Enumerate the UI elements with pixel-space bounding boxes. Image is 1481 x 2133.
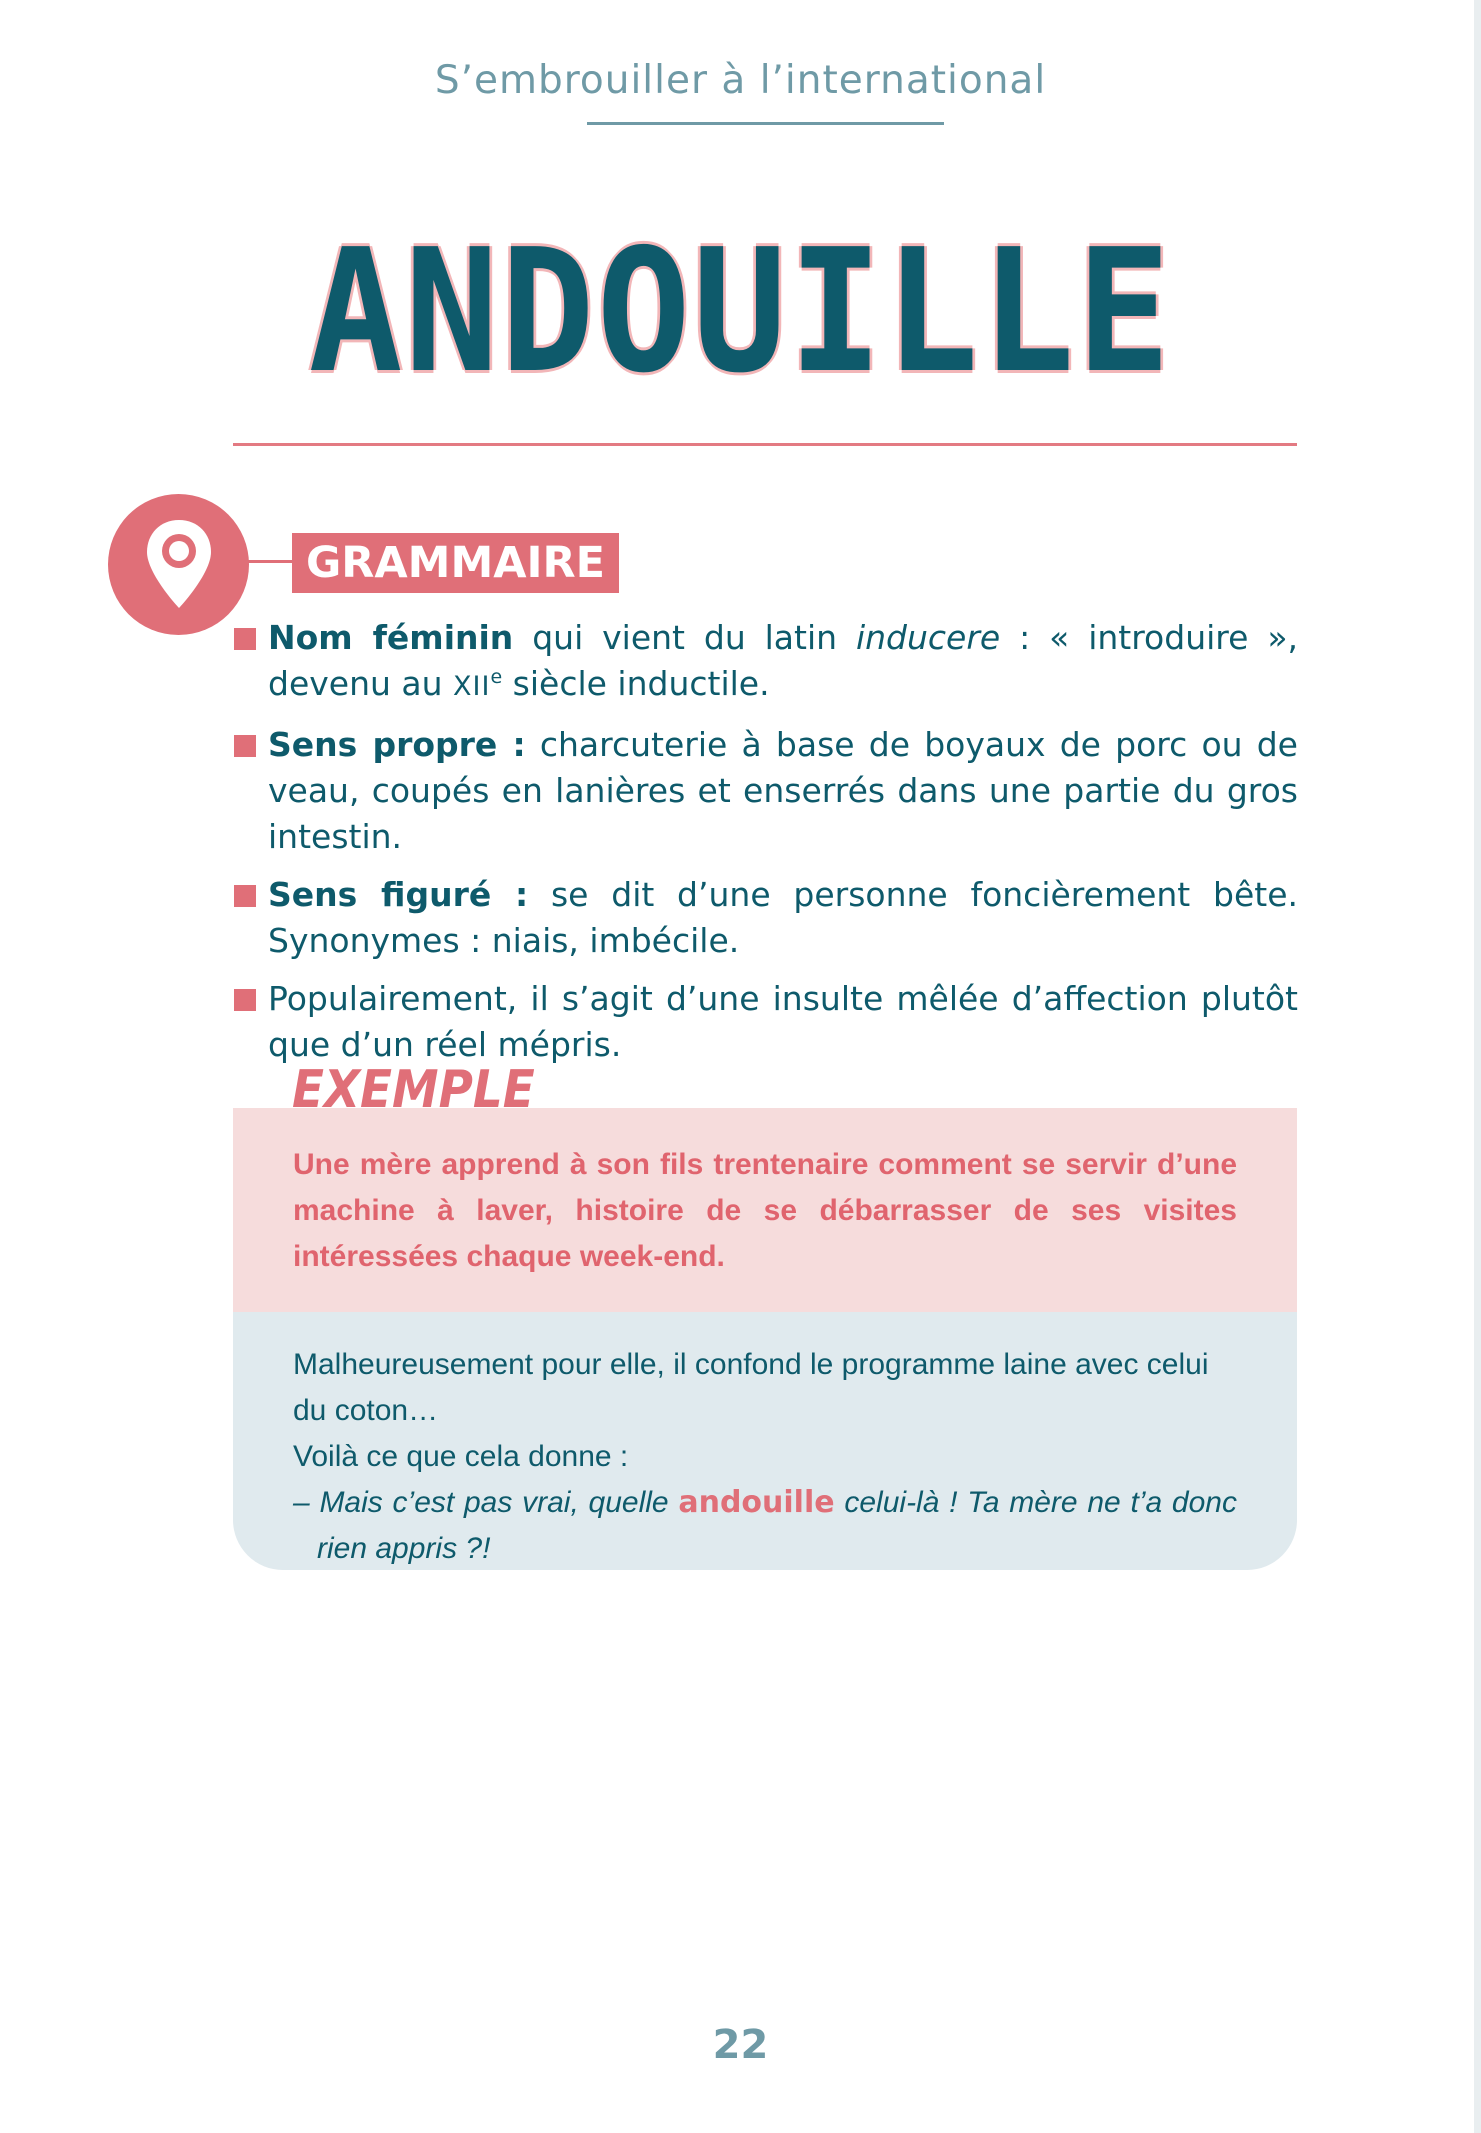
- list-item: [234, 615, 1298, 710]
- item-term: Nom féminin: [268, 618, 514, 657]
- running-head: S’embrouiller à l’international: [434, 58, 1047, 103]
- item-text: se dit d’une personne foncièrement bête. Synonymes : niais, imbécile.: [268, 875, 1298, 960]
- item-text: Populairement, il s’agit d’une insulte mêlée d’affection plutôt que d’un réel mépris.: [268, 979, 1298, 1064]
- running-head-rule: [587, 122, 944, 125]
- item-text: : « introduire », devenu au: [268, 618, 1298, 703]
- section-connector: [247, 560, 297, 563]
- definition-list: [234, 615, 1298, 1080]
- list-item: [234, 722, 1298, 860]
- example-context: Une mère apprend à son fils trentenaire comment se servir d’une machine à laver, histoire de se débarrasser de ses visites intéressées chaque week-end.: [293, 1148, 1237, 1273]
- item-term: Sens propre :: [268, 725, 526, 764]
- section-label-grammaire: GRAMMAIRE: [292, 533, 619, 593]
- item-century: XII: [453, 671, 491, 702]
- bullet-square: [234, 735, 256, 757]
- example-quote: [293, 1480, 1237, 1572]
- location-pin-icon: [108, 494, 249, 635]
- item-text: siècle inductile.: [502, 664, 770, 703]
- item-latin-word: inducere: [855, 618, 1001, 657]
- title-divider: [233, 443, 1297, 446]
- page-title: ANDOUILLE: [308, 213, 1173, 411]
- item-text: qui vient du latin: [513, 618, 856, 657]
- page-number: 22: [712, 2022, 769, 2068]
- bullet-square: [234, 989, 256, 1011]
- list-item: [234, 976, 1298, 1068]
- bullet-square: [234, 885, 256, 907]
- quote-text: celui-là ! Ta mère ne t’a donc rien appris ?!: [317, 1486, 1237, 1565]
- bullet-square: [234, 628, 256, 650]
- keyword-highlight: andouille: [678, 1485, 835, 1520]
- page-edge: [1474, 0, 1481, 2133]
- example-title: EXEMPLE: [292, 1060, 535, 1120]
- item-century-sup: e: [490, 666, 503, 688]
- example-line: Voilà ce que cela donne :: [293, 1440, 629, 1473]
- example-dialogue-box: [233, 1312, 1297, 1570]
- example-context-box: [233, 1108, 1297, 1312]
- item-text: charcuterie à base de boyaux de porc ou de veau, coupés en lanières et enserrés dans une partie du gros intestin.: [268, 725, 1298, 856]
- item-term: Sens figuré :: [268, 875, 529, 914]
- example-line: Malheureusement pour elle, il confond le programme laine avec celui du coton…: [293, 1348, 1209, 1427]
- list-item: [234, 872, 1298, 964]
- quote-text: – Mais c’est pas vrai, quelle: [293, 1486, 679, 1519]
- example-dialogue: [293, 1342, 1237, 1572]
